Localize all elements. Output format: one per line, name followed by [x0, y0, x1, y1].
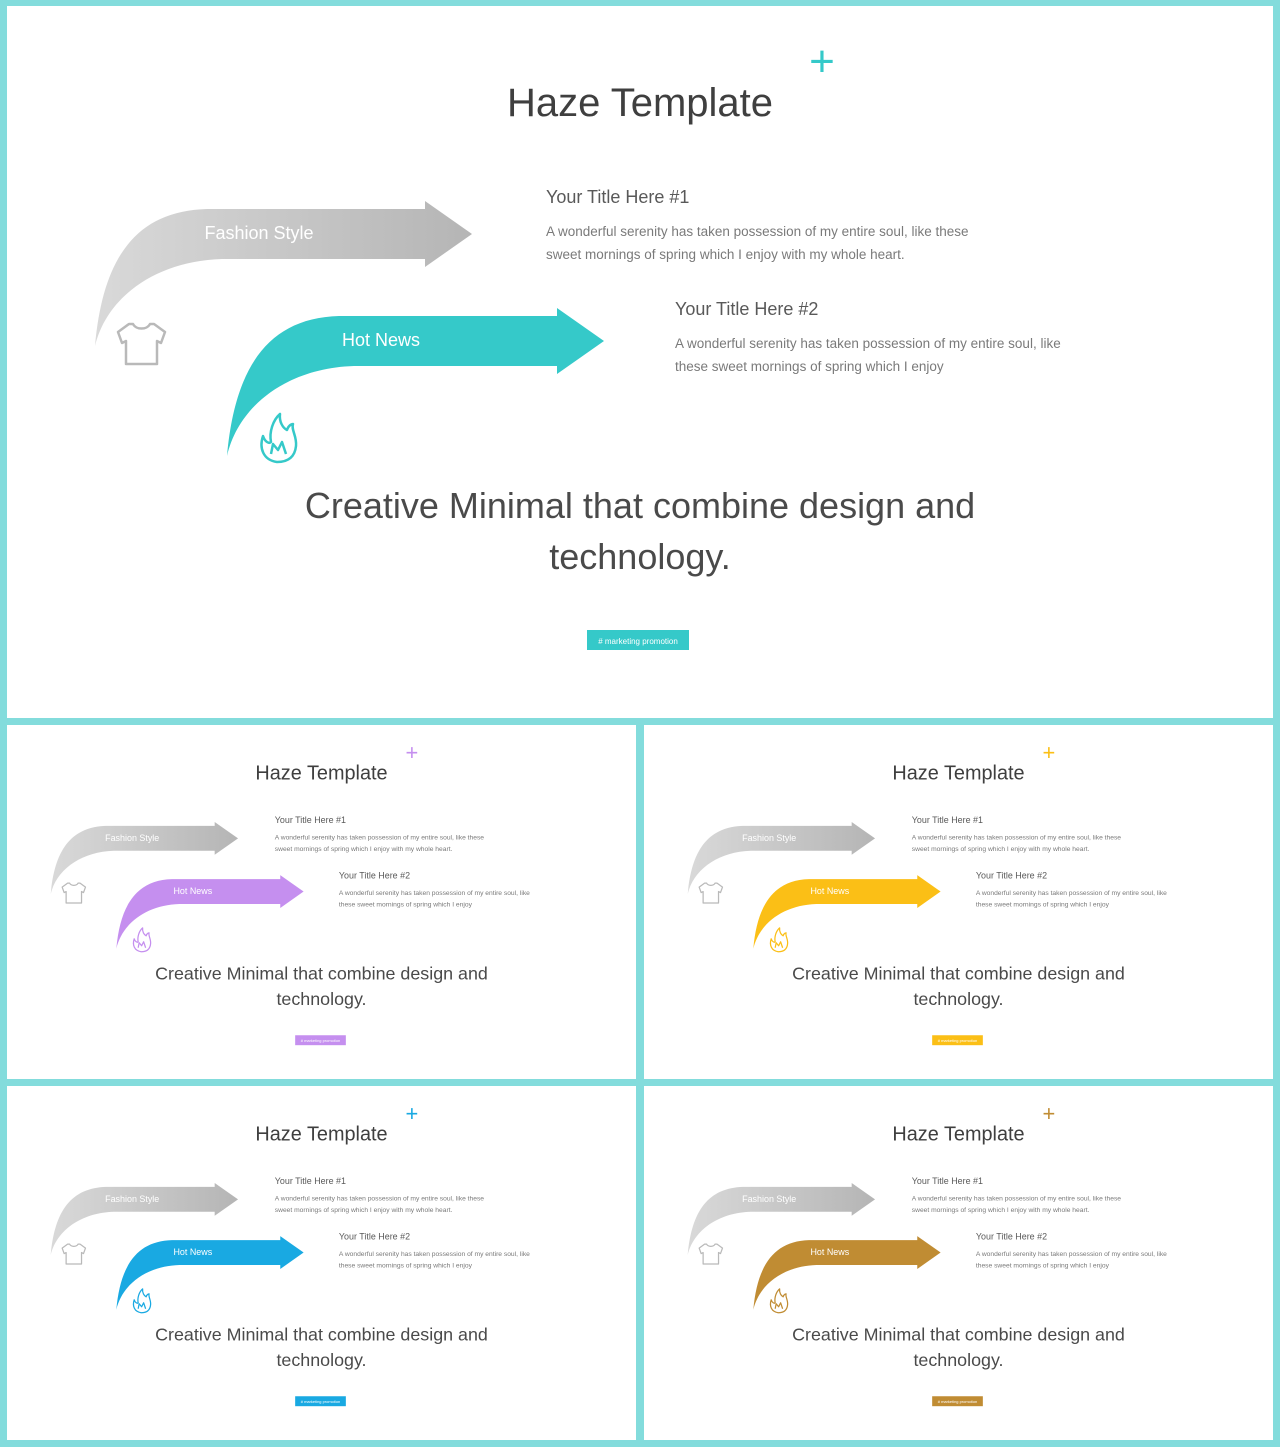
- plus-decoration: +: [1042, 739, 1056, 765]
- item1-desc-line2: sweet mornings of spring which I enjoy with my whole heart.: [911, 845, 1090, 853]
- plus-decoration: +: [809, 37, 835, 86]
- item2-desc-line2: these sweet mornings of spring which I enjoy: [338, 1262, 472, 1270]
- tagline-line1: Creative Minimal that combine design and: [155, 963, 488, 984]
- arrow-hot-news-label: Hot News: [173, 1247, 213, 1258]
- item2-desc-line2: these sweet mornings of spring which I enjoy: [975, 901, 1109, 909]
- arrow-hot-news-label: Hot News: [810, 1247, 850, 1258]
- item2-desc-line1: A wonderful serenity has taken possession of my entire soul, like: [338, 890, 530, 898]
- tagline-line2: technology.: [276, 1349, 367, 1370]
- item1-title: Your Title Here #1: [274, 814, 346, 825]
- item1-desc-line1: A wonderful serenity has taken possession of my entire soul, like these: [546, 224, 969, 239]
- slide-thumbnail-blue[interactable]: [7, 1086, 636, 1440]
- item1-desc-line2: sweet mornings of spring which I enjoy with my whole heart.: [546, 247, 905, 262]
- item2-title: Your Title Here #2: [675, 299, 819, 319]
- slide-thumbnail-yellow[interactable]: [644, 725, 1273, 1079]
- flame-icon: [262, 414, 297, 462]
- flame-icon: [133, 1289, 150, 1313]
- slide-title: Haze Template: [506, 81, 774, 125]
- arrow-hot-news-label: Hot News: [173, 886, 213, 897]
- item1-desc-line1: A wonderful serenity has taken possession of my entire soul, like these: [274, 1195, 485, 1203]
- item2-title: Your Title Here #2: [975, 870, 1048, 881]
- item1-desc-line1: A wonderful serenity has taken possession of my entire soul, like these: [911, 834, 1122, 842]
- badge-label: # marketing promotion: [300, 1399, 341, 1405]
- slide-main[interactable]: [7, 6, 1273, 718]
- arrow-fashion-style-label: Fashion Style: [742, 1193, 797, 1204]
- item1-desc-line2: sweet mornings of spring which I enjoy with my whole heart.: [911, 1206, 1090, 1214]
- item1-title: Your Title Here #1: [911, 814, 983, 825]
- slide-canvas: [7, 6, 1273, 718]
- tshirt-icon: [62, 1244, 85, 1264]
- item2-desc-line2: these sweet mornings of spring which I enjoy: [675, 359, 944, 374]
- arrow-fashion-style-label: Fashion Style: [742, 832, 797, 843]
- tagline-line1: Creative Minimal that combine design and: [792, 1324, 1125, 1345]
- slide-thumbnail-bronze[interactable]: [644, 1086, 1273, 1440]
- item2-desc-line1: A wonderful serenity has taken possession of my entire soul, like: [975, 890, 1167, 898]
- arrow-hot-news-label: Hot News: [341, 330, 421, 350]
- plus-decoration: +: [1042, 1100, 1056, 1126]
- slide-thumbnail-purple[interactable]: [7, 725, 636, 1079]
- item1-title: Your Title Here #1: [274, 1175, 346, 1186]
- plus-decoration: +: [405, 739, 419, 765]
- item2-desc-line1: A wonderful serenity has taken possession of my entire soul, like: [675, 336, 1061, 351]
- arrow-fashion-style-label: Fashion Style: [105, 832, 160, 843]
- item2-desc-line2: these sweet mornings of spring which I enjoy: [338, 901, 472, 909]
- item2-title: Your Title Here #2: [338, 870, 411, 881]
- item2-desc-line2: these sweet mornings of spring which I enjoy: [975, 1262, 1109, 1270]
- slide-canvas: [644, 725, 1273, 1079]
- item1-title: Your Title Here #1: [546, 187, 690, 207]
- item2-title: Your Title Here #2: [338, 1231, 411, 1242]
- tagline-line2: technology.: [549, 536, 731, 577]
- badge-label: # marketing promotion: [937, 1399, 978, 1405]
- item2-title: Your Title Here #2: [975, 1231, 1048, 1242]
- slide-canvas: [7, 725, 636, 1079]
- tshirt-icon: [62, 883, 85, 903]
- arrow-hot-news-label: Hot News: [810, 886, 850, 897]
- tshirt-icon: [699, 883, 722, 903]
- tagline-line1: Creative Minimal that combine design and: [155, 1324, 488, 1345]
- tagline-line1: Creative Minimal that combine design and: [792, 963, 1125, 984]
- flame-icon: [133, 928, 150, 952]
- item1-title: Your Title Here #1: [911, 1175, 983, 1186]
- arrow-fashion-style-label: Fashion Style: [204, 223, 314, 243]
- flame-icon: [770, 928, 787, 952]
- item2-desc-line1: A wonderful serenity has taken possession of my entire soul, like: [975, 1251, 1167, 1259]
- tagline-line2: technology.: [276, 988, 367, 1009]
- tshirt-icon: [699, 1244, 722, 1264]
- arrow-fashion-style-label: Fashion Style: [105, 1193, 160, 1204]
- tshirt-icon: [118, 324, 165, 364]
- tagline-line2: technology.: [913, 1349, 1004, 1370]
- item1-desc-line2: sweet mornings of spring which I enjoy with my whole heart.: [274, 845, 453, 853]
- slide-canvas: [7, 1086, 636, 1440]
- item1-desc-line1: A wonderful serenity has taken possession of my entire soul, like these: [911, 1195, 1122, 1203]
- badge-label: # marketing promotion: [300, 1038, 341, 1044]
- badge-label: # marketing promotion: [598, 637, 678, 646]
- slide-title: Haze Template: [892, 1123, 1025, 1146]
- plus-decoration: +: [405, 1100, 419, 1126]
- slide-canvas: [644, 1086, 1273, 1440]
- slide-title: Haze Template: [892, 762, 1025, 785]
- item1-desc-line1: A wonderful serenity has taken possession of my entire soul, like these: [274, 834, 485, 842]
- slide-title: Haze Template: [255, 762, 388, 785]
- flame-icon: [770, 1289, 787, 1313]
- tagline-line2: technology.: [913, 988, 1004, 1009]
- item2-desc-line1: A wonderful serenity has taken possession of my entire soul, like: [338, 1251, 530, 1259]
- slide-title: Haze Template: [255, 1123, 388, 1146]
- item1-desc-line2: sweet mornings of spring which I enjoy with my whole heart.: [274, 1206, 453, 1214]
- tagline-line1: Creative Minimal that combine design and: [304, 485, 976, 526]
- badge-label: # marketing promotion: [937, 1038, 978, 1044]
